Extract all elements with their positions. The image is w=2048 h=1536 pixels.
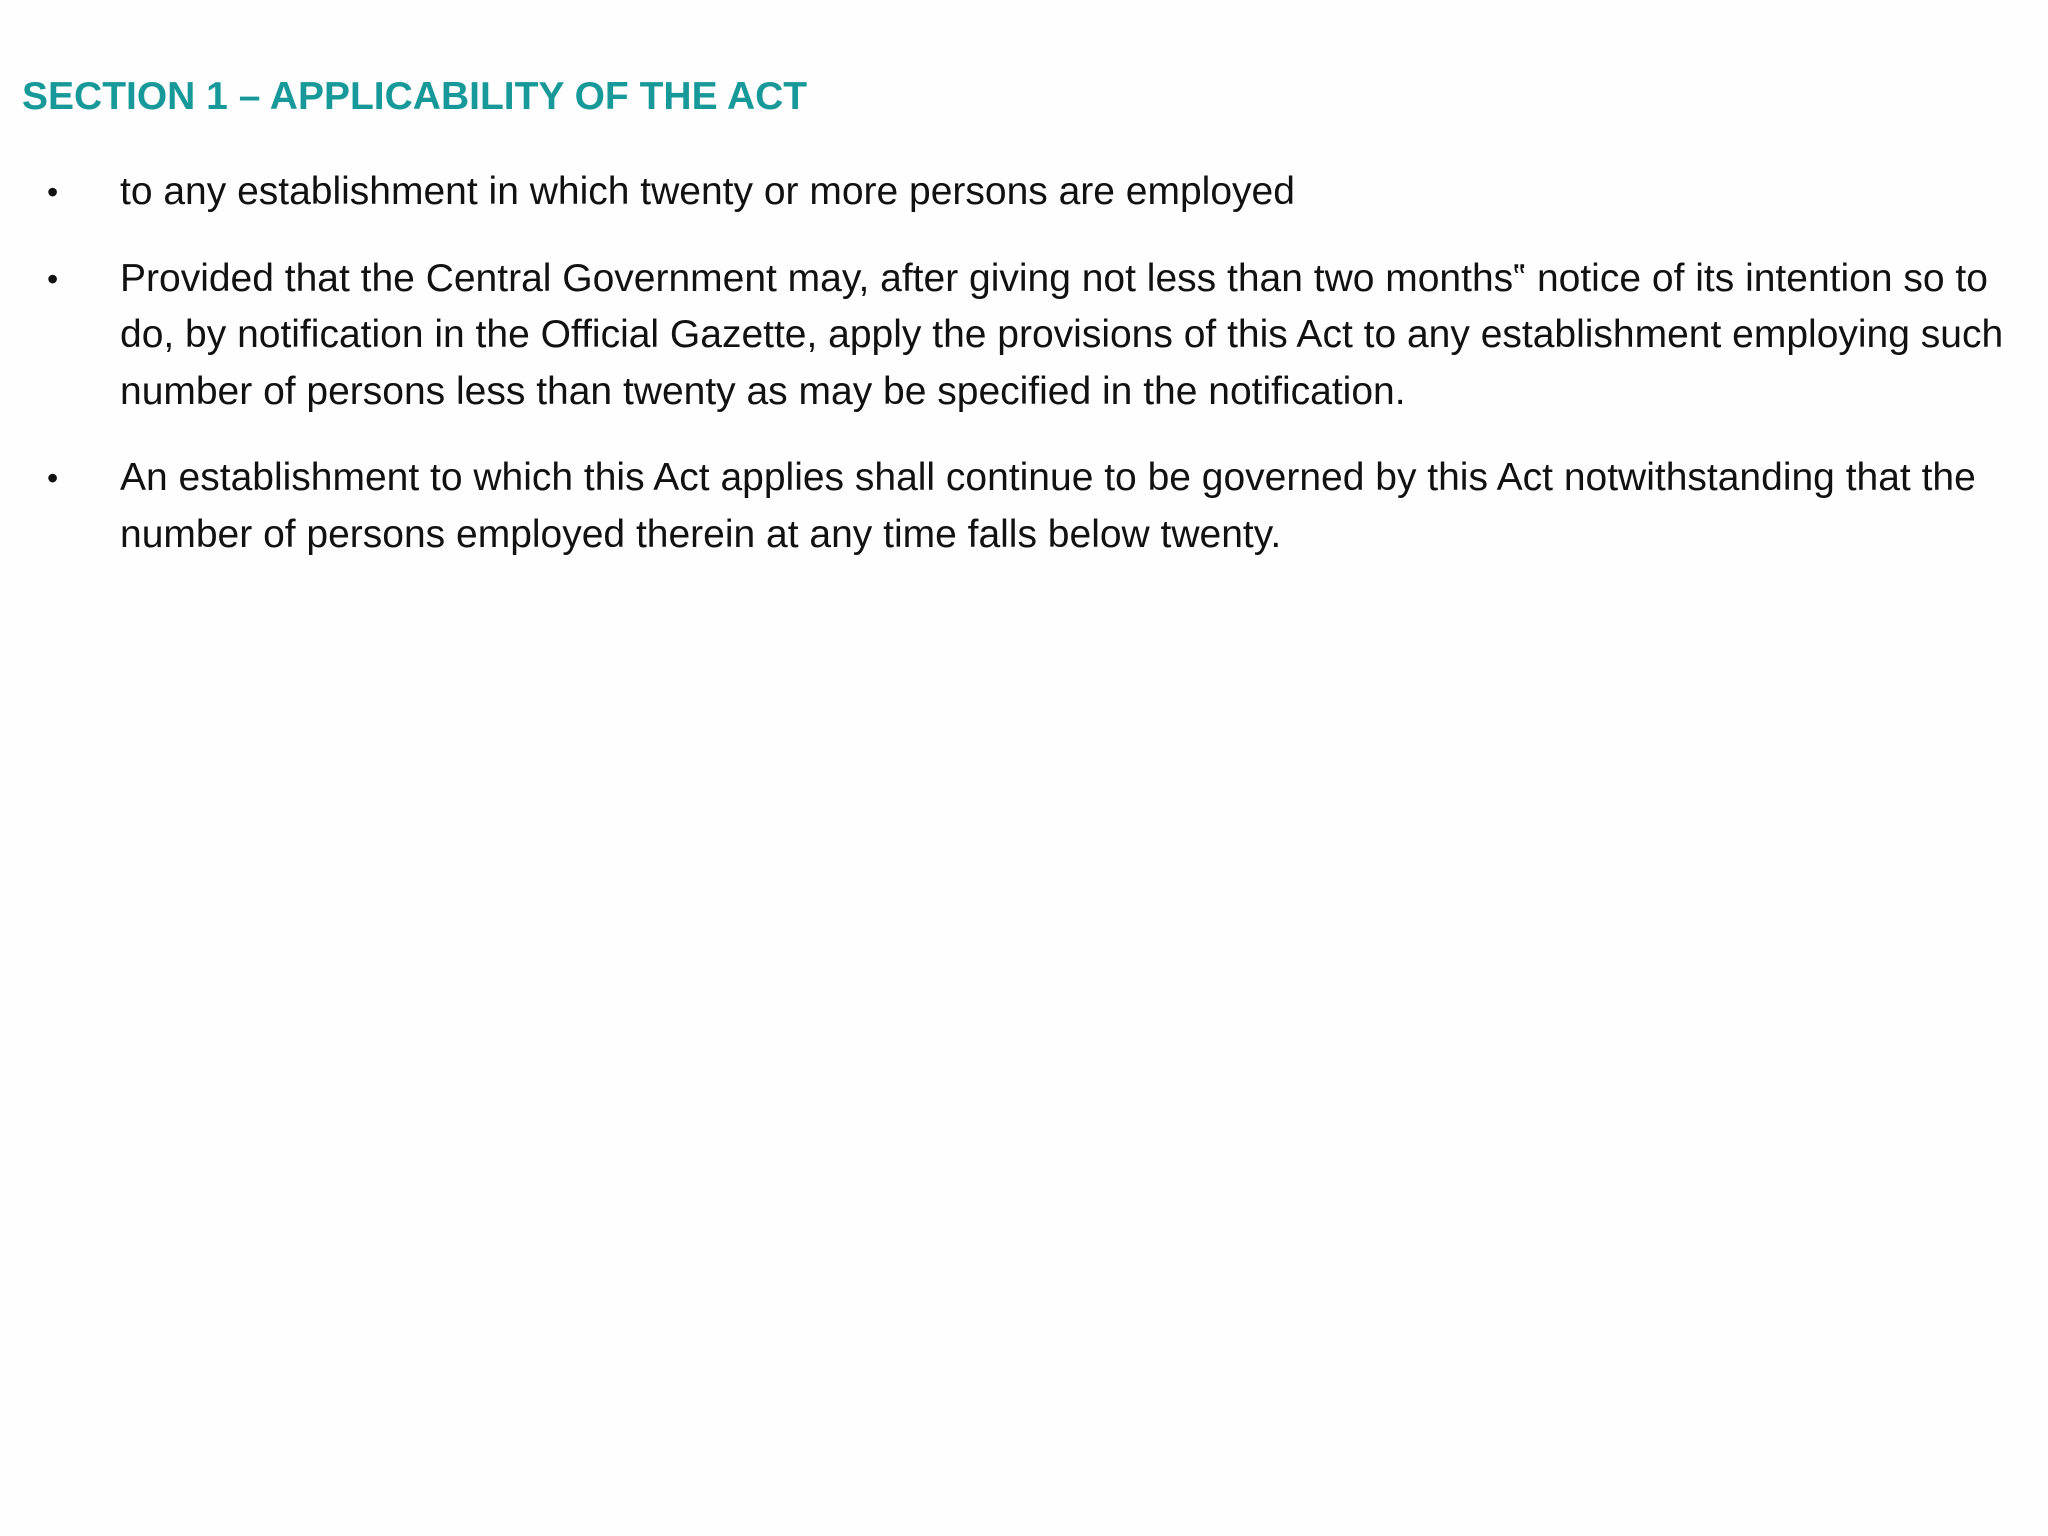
bullet-item	[0, 164, 2048, 221]
bullet-list	[0, 164, 2048, 593]
bullet-item	[0, 450, 2048, 563]
bullet-text: An establishment to which this Act applies shall continue to be governed by this Act notwithstanding that the number of persons employed therein at any time falls below twenty.	[120, 456, 1976, 556]
bullet-item	[0, 251, 2048, 421]
bullet-dot-icon: •	[47, 174, 59, 210]
bullet-text: to any establishment in which twenty or more persons are employed	[120, 170, 1295, 213]
bullet-text: Provided that the Central Government may, after giving not less than two months‟ notice of its intention so to do, by notification in the Official Gazette, apply the provisions of this Act to any establishment employing such number of persons less than twenty as may be specified in the notification.	[120, 256, 2004, 413]
bullet-dot-icon: •	[47, 460, 59, 496]
bullet-dot-icon: •	[47, 260, 59, 297]
section-title: SECTION 1 – APPLICABILITY OF THE ACT	[22, 75, 808, 118]
